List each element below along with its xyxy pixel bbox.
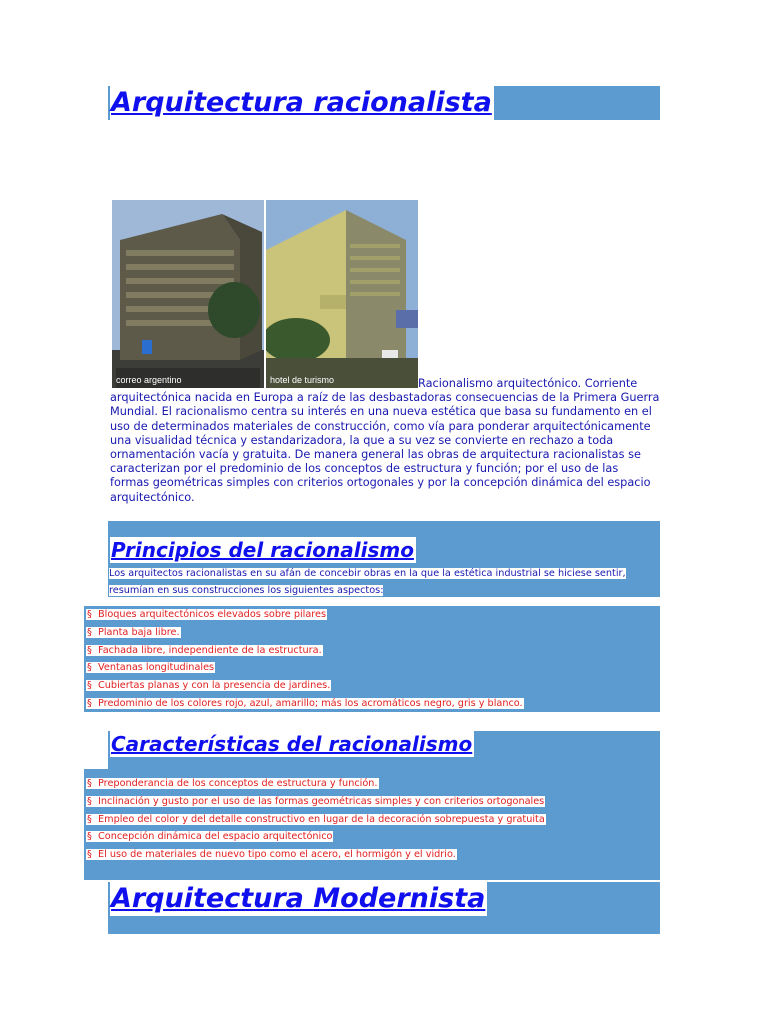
photo-caption: correo argentino [116,375,182,385]
list-item: § Ventanas longitudinales [87,662,215,674]
list-item: § Concepción dinámica del espacio arquitectónico [87,831,333,843]
list-item: § El uso de materiales de nuevo tipo como el acero, el hormigón y el vidrio. [87,849,456,861]
photo-hotel-de-turismo [266,200,418,388]
list-item: § Preponderancia de los conceptos de estructura y función. [87,778,378,789]
principios-intro: Los arquitectos racionalistas en su afán de concebir obras en la que la estética industrial se hiciese sentir, resumían en sus construcciones los siguientes aspectos: [109,568,626,597]
caracteristicas-list [86,775,546,864]
list-item: § Cubiertas planas y con la presencia de jardines. [87,680,331,692]
building-photo-2 [266,200,418,388]
list-item: § Predominio de los colores rojo, azul, amarillo; más los acromáticos negro, gris y blanco. [87,697,523,709]
photo-caption: hotel de turismo [270,375,335,385]
principios-list [86,606,524,713]
list-item: § Bloques arquitectónicos elevados sobre pilares [87,609,327,620]
list-item: § Planta baja libre. [87,626,180,638]
intro-paragraph: Racionalismo arquitectónico. Corriente arquitectónica nacida en Europa a raíz de las desbastadoras consecuencias de la Primera Guerra Mundial. El racionalismo centra su interés en una nueva estética que basa su fundamento en el uso de determinados materiales de construcción, como vía para ponderar arquitectónicamente una visualidad técnica y estandarizadora, la que a su vez se convierte en rechazo a toda ornamentación vacía y gratuita. De manera general las obras de arquitectura racionalistas se caracterizan por el predominio de los conceptos de estructura y función; por el uso de las formas geométricas simples con criterios ortogonales y por la concepción dinámica del espacio arquitectónico. [110,377,660,504]
photo-correo-argentino [112,200,264,388]
building-photo-1 [112,200,264,388]
principios-heading[interactable]: Principios del racionalismo [111,538,414,562]
list-item: § Empleo del color y del detalle constructivo en lugar de la decoración sobrepuesta y gratuita [87,813,545,825]
caracteristicas-heading[interactable]: Características del racionalismo [111,732,473,756]
modernista-heading[interactable]: Arquitectura Modernista [111,883,486,914]
list-item: § Fachada libre, independiente de la estructura. [87,644,322,656]
list-item: § Inclinación y gusto por el uso de las formas geométricas simples y con criterios ortogonales [87,795,545,807]
page-title[interactable]: Arquitectura racionalista [111,87,492,118]
